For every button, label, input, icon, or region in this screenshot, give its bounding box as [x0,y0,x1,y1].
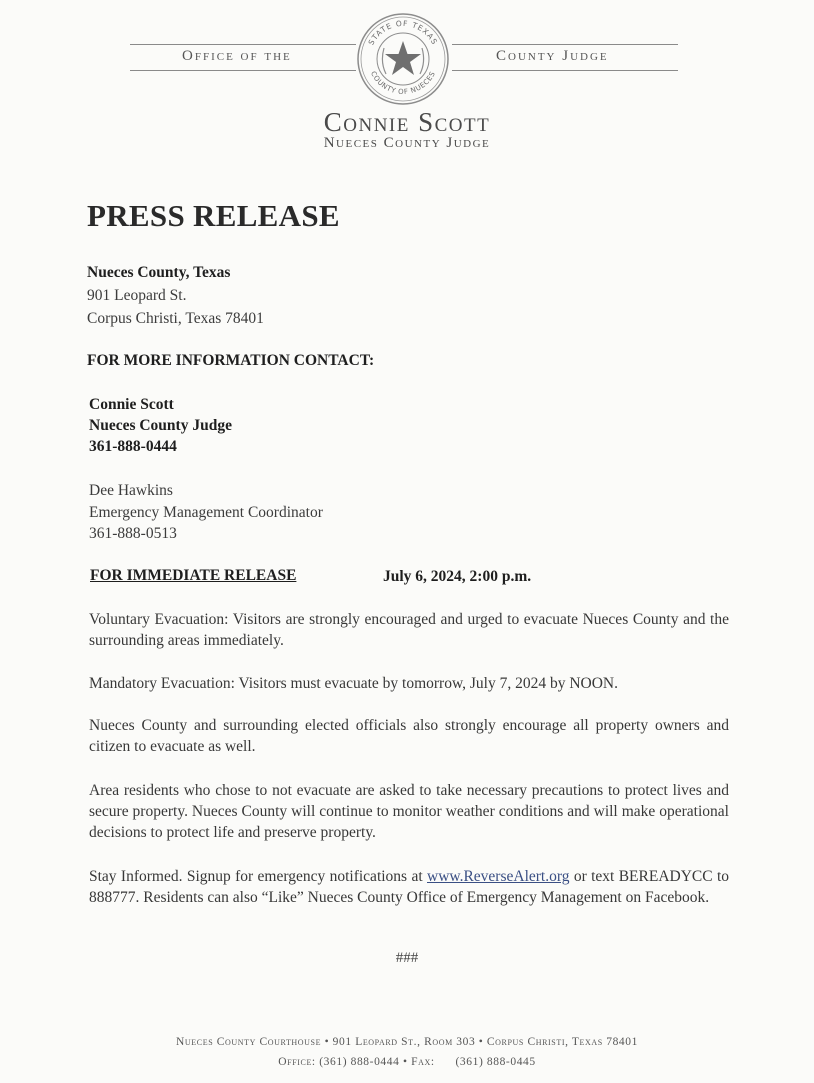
paragraph-residents-precautions: Area residents who chose to not evacuate are asked to take necessary precautions to protect lives and secure property. Nueces County will continue to monitor weather conditions and will make operational decisions to protect life and preserve property. [89,782,729,841]
svg-text:STATE OF TEXAS: STATE OF TEXAS [366,18,440,47]
letterhead-right-text: County Judge [496,48,609,64]
paragraph-voluntary-evacuation: Voluntary Evacuation: Visitors are strongly encouraged and urged to evacuate Nueces County and the surrounding areas immediately. [89,611,729,649]
letterhead-rule-top-left [130,44,356,45]
letterhead-rule-bottom-right [452,70,678,71]
footer-fax-label: • Fax: [402,1056,435,1068]
address-city: Corpus Christi, Texas 78401 [87,310,264,327]
release-label: FOR IMMEDIATE RELEASE [90,567,297,584]
release-datetime: July 6, 2024, 2:00 p.m. [383,568,532,585]
paragraph-mandatory-evacuation: Mandatory Evacuation: Visitors must evacuate by tomorrow, July 7, 2024 by NOON. [89,675,618,692]
paragraph-stay-informed [89,866,729,908]
letterhead-left-text: Office of the [182,48,292,64]
contact-1-phone: 361-888-0444 [89,438,177,455]
letterhead-rule-bottom-left [130,70,356,71]
end-mark: ### [395,950,419,966]
letterhead-rule-top-right [452,44,678,45]
official-name: Connie Scott [323,107,491,137]
contact-1-name: Connie Scott [89,396,174,413]
contact-1-title: Nueces County Judge [89,417,232,434]
reverse-alert-link[interactable]: www.ReverseAlert.org [427,868,570,885]
stay-informed-text-after: or text BEREADYCC to 888777. Residents can also “Like” Nueces County Office of Emergency Management on Facebook. [89,868,729,906]
contact-2-name: Dee Hawkins [89,482,173,499]
page-title: PRESS RELEASE [87,198,340,233]
official-title: Nueces County Judge [323,135,491,151]
contact-2-phone: 361-888-0513 [89,525,177,542]
county-seal-icon [356,12,450,106]
svg-text:COUNTY OF NUECES: COUNTY OF NUECES [368,69,438,97]
footer-phones [0,1056,814,1068]
paragraph-officials-encourage: Nueces County and surrounding elected officials also strongly encourage all property owners and citizen to evacuate as well. [89,717,729,755]
address-street: 901 Leopard St. [87,287,187,304]
contact-heading: FOR MORE INFORMATION CONTACT: [87,352,375,369]
contact-2-title: Emergency Management Coordinator [89,504,323,521]
stay-informed-text-before: Stay Informed. Signup for emergency notifications at [89,868,427,885]
address-entity: Nueces County, Texas [87,264,231,281]
footer-office-label: Office: [278,1056,316,1068]
footer-office-phone: (361) 888-0444 [319,1056,400,1068]
footer-address: Nueces County Courthouse • 901 Leopard St., Room 303 • Corpus Christi, Texas 78401 [176,1036,638,1048]
footer-fax-phone: (361) 888-0445 [455,1056,536,1068]
